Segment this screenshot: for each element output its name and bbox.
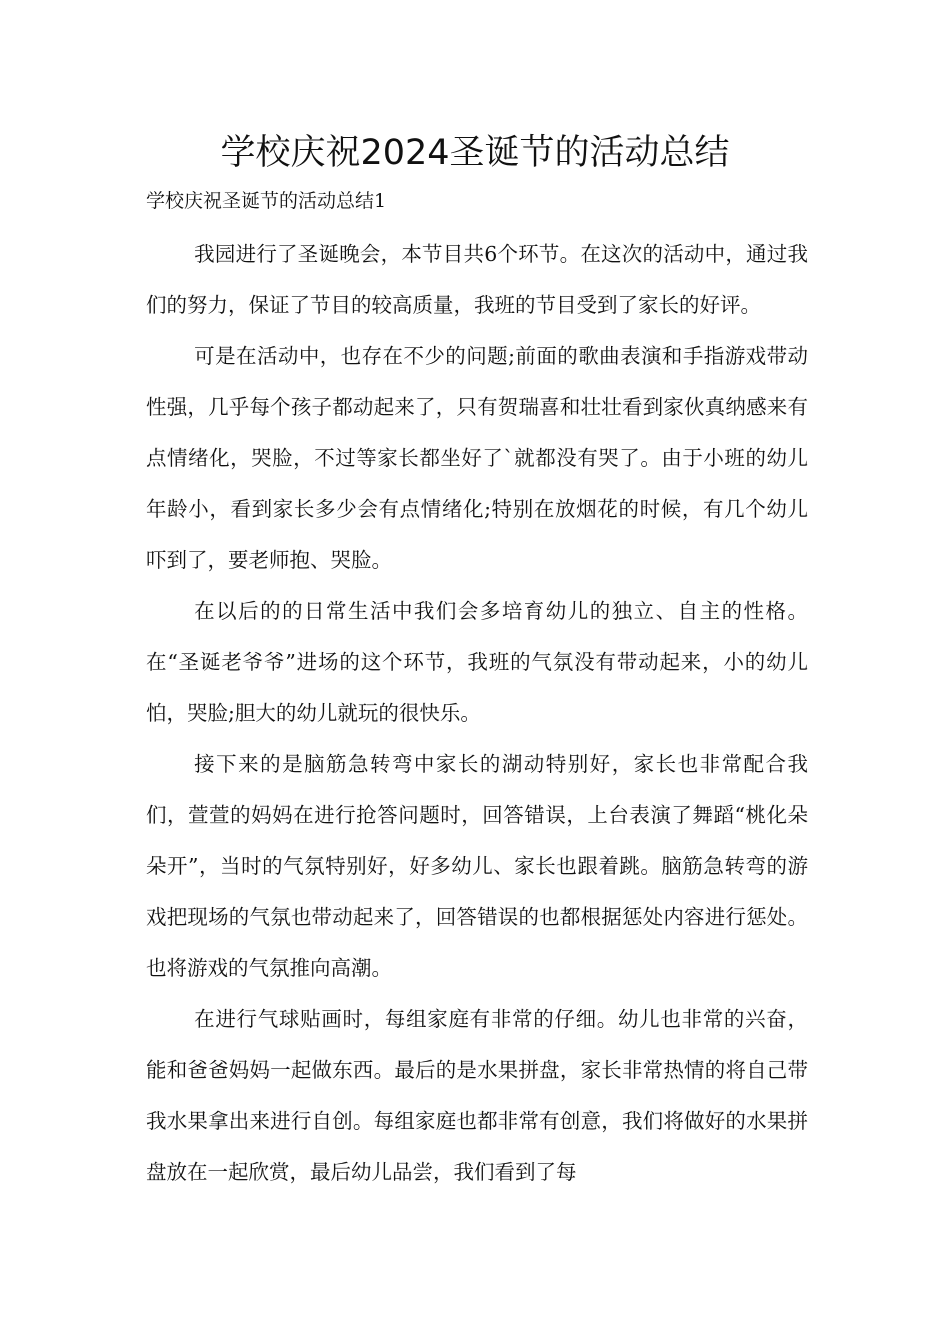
paragraph: 我园进行了圣诞晚会，本节目共6个环节。在这次的活动中，通过我们的努力，保证了节目的较高质量，我班的节目受到了家长的好评。 [146, 242, 808, 317]
document-body [146, 229, 808, 1198]
paragraph: 接下来的是脑筋急转弯中家长的湖动特别好，家长也非常配合我们，萱萱的妈妈在进行抢答问题时，回答错误，上台表演了舞蹈“桃化朵朵开”，当时的气氛特别好，好多幼儿、家长也跟着跳。脑筋急转弯的游戏把现场的气氛也带动起来了，回答错误的也都根据惩处内容进行惩处。也将游戏的气氛推向高潮。 [146, 752, 808, 980]
paragraph: 可是在活动中，也存在不少的问题;前面的歌曲表演和手指游戏带动性强，几乎每个孩子都动起来了，只有贺瑞喜和壮壮看到家伙真纳感来有点情绪化，哭脸，不过等家长都坐好了`就都没有哭了。由于小班的幼儿年龄小，看到家长多少会有点情绪化;特别在放烟花的时候，有几个幼儿吓到了，要老师抱、哭脸。 [146, 344, 808, 572]
paragraph: 在进行气球贴画时，每组家庭有非常的仔细。幼儿也非常的兴奋，能和爸爸妈妈一起做东西。最后的是水果拼盘，家长非常热情的将自己带我水果拿出来进行自创。每组家庭也都非常有创意，我们将做好的水果拼盘放在一起欣赏，最后幼儿品尝，我们看到了每 [146, 1007, 808, 1184]
paragraph: 在以后的的日常生活中我们会多培育幼儿的独立、自主的性格。在“圣诞老爷爷”进场的这个环节，我班的气氛没有带动起来，小的幼儿怕，哭脸;胆大的幼儿就玩的很快乐。 [146, 599, 808, 725]
section-subtitle: 学校庆祝圣诞节的活动总结1 [146, 190, 387, 212]
document-title: 学校庆祝2024圣诞节的活动总结 [220, 133, 730, 173]
